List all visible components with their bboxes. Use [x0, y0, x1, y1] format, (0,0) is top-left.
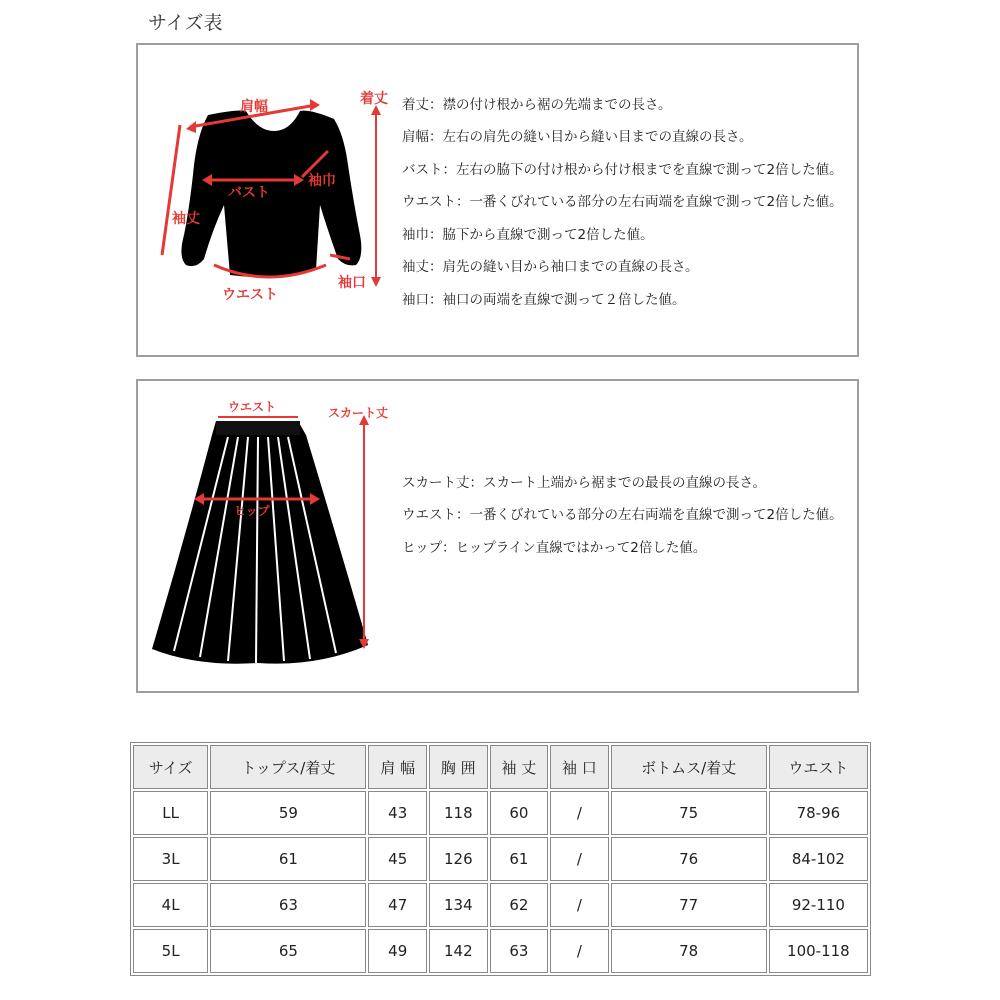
table-row	[133, 929, 868, 973]
tops-desc-5: 袖巾：脇下から直線で測って2倍した値。	[402, 227, 654, 243]
cell-shoulder: 49	[368, 929, 427, 973]
skirt-desc-2: ウエスト：一番くびれている部分の左右両端を直線で測って2倍した値。	[402, 507, 843, 523]
cell-chest: 118	[429, 791, 488, 835]
cell-sleeve-length: 63	[490, 929, 549, 973]
tops-desc-4: ウエスト：一番くびれている部分の左右両端を直線で測って2倍した値。	[402, 194, 843, 210]
header-chest: 胸 囲	[429, 745, 488, 789]
cell-cuff: /	[550, 883, 608, 927]
label-katahaba: 肩幅	[240, 99, 268, 115]
cell-bottoms-length: 76	[611, 837, 767, 881]
label-kitake: 着丈	[360, 91, 388, 107]
skirt-desc-3: ヒップ：ヒップライン直線ではかって2倍した値。	[402, 540, 707, 556]
cell-waist: 100-118	[769, 929, 868, 973]
cell-size: LL	[133, 791, 208, 835]
label-skirt-hip: ヒップ	[234, 504, 270, 518]
label-skirt-length: スカート丈	[328, 406, 389, 420]
label-sodehaba: 袖巾	[308, 173, 336, 189]
cell-shoulder: 43	[368, 791, 427, 835]
table-row	[133, 837, 868, 881]
tops-desc-2: 肩幅：左右の肩先の縫い目から縫い目までの直線の長さ。	[402, 129, 753, 145]
cell-sleeve-length: 62	[490, 883, 549, 927]
tops-desc-7: 袖口：袖口の両端を直線で測って２倍した値。	[402, 292, 686, 308]
page-title: サイズ表	[148, 12, 223, 34]
cell-tops-length: 63	[210, 883, 366, 927]
cell-tops-length: 65	[210, 929, 366, 973]
cell-size: 5L	[133, 929, 208, 973]
tops-desc-1: 着丈：襟の付け根から裾の先端までの長さ。	[402, 97, 672, 113]
header-bottoms-length: ボトムス/着丈	[611, 745, 767, 789]
header-tops-length: トップス/着丈	[210, 745, 366, 789]
cell-tops-length: 59	[210, 791, 366, 835]
header-sleeve-length: 袖 丈	[490, 745, 549, 789]
cell-waist: 92-110	[769, 883, 868, 927]
label-waist: ウエスト	[222, 287, 278, 303]
cell-waist: 78-96	[769, 791, 868, 835]
cell-cuff: /	[550, 837, 608, 881]
cell-cuff: /	[550, 791, 608, 835]
cell-bottoms-length: 77	[611, 883, 767, 927]
cell-sleeve-length: 61	[490, 837, 549, 881]
cell-size: 4L	[133, 883, 208, 927]
table-header-row	[133, 745, 868, 789]
cell-size: 3L	[133, 837, 208, 881]
cell-chest: 126	[429, 837, 488, 881]
table-row	[133, 791, 868, 835]
header-shoulder: 肩 幅	[368, 745, 427, 789]
size-table	[130, 742, 871, 976]
skirt-desc-1: スカート丈：スカート上端から裾までの最長の直線の長さ。	[402, 475, 766, 491]
sweater-diagram	[138, 45, 398, 305]
cell-chest: 134	[429, 883, 488, 927]
cell-sleeve-length: 60	[490, 791, 549, 835]
tops-measure-panel	[136, 43, 859, 357]
cell-bottoms-length: 75	[611, 791, 767, 835]
skirt-diagram	[138, 381, 398, 671]
header-size: サイズ	[133, 745, 208, 789]
cell-shoulder: 47	[368, 883, 427, 927]
cell-waist: 84-102	[769, 837, 868, 881]
header-cuff: 袖 口	[550, 745, 608, 789]
cell-bottoms-length: 78	[611, 929, 767, 973]
tops-desc-3: バスト：左右の脇下の付け根から付け根までを直線で測って2倍した値。	[402, 162, 843, 178]
header-waist: ウエスト	[769, 745, 868, 789]
tops-desc-6: 袖丈：肩先の縫い目から袖口までの直線の長さ。	[402, 259, 699, 275]
label-sodetake: 袖丈	[172, 211, 200, 227]
skirt-measure-panel	[136, 379, 859, 693]
cell-chest: 142	[429, 929, 488, 973]
label-bust: バスト	[228, 185, 270, 201]
table-row	[133, 883, 868, 927]
label-skirt-waist: ウエスト	[228, 400, 277, 414]
cell-shoulder: 45	[368, 837, 427, 881]
cell-tops-length: 61	[210, 837, 366, 881]
cell-cuff: /	[550, 929, 608, 973]
label-sodeguchi: 袖口	[338, 275, 366, 291]
